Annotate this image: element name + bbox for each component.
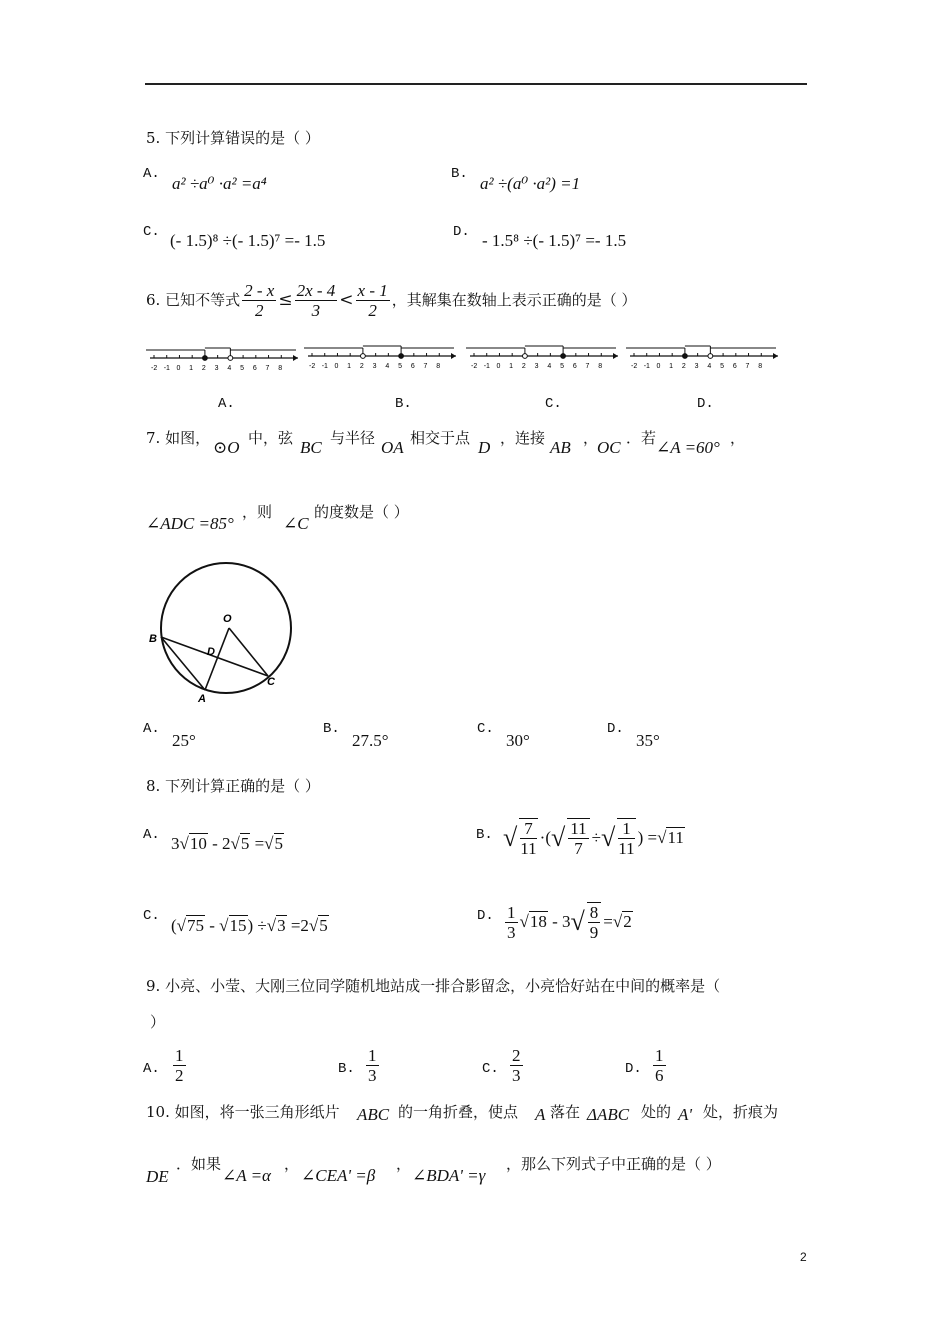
tick-label: 2	[359, 363, 364, 370]
tick-label: 0	[656, 363, 661, 370]
q7-t8: ，	[730, 429, 746, 447]
endpoint-dot	[523, 354, 528, 359]
tick-label: -1	[643, 363, 650, 370]
q9-a-label: A.	[143, 1061, 160, 1077]
q10-t6: ．如果	[176, 1155, 222, 1173]
q8-c-label: C.	[143, 908, 160, 924]
tick-label: 3	[694, 363, 699, 370]
tick-label: 1	[189, 365, 194, 372]
q7-t1: 7. 如图，	[146, 429, 211, 447]
q7-m5: AB	[550, 438, 571, 457]
tick-label: 5	[560, 363, 564, 370]
q7-m6: OC	[597, 438, 621, 457]
q6-number-lines	[140, 336, 790, 384]
tick-label: 5	[720, 363, 724, 370]
q7-circle-figure	[143, 560, 303, 710]
tick-label: -2	[151, 365, 158, 372]
tick-label: 7	[265, 365, 270, 372]
q5-a-label: A.	[143, 166, 160, 182]
q10-t3: 落在	[550, 1103, 581, 1121]
q7-d-label: D.	[607, 721, 624, 737]
endpoint-dot	[361, 354, 366, 359]
tick-label: 6	[572, 363, 577, 370]
q10-m6: ∠A =α	[222, 1166, 271, 1185]
q10-t2: 的一角折叠，使点	[398, 1103, 519, 1121]
tick-label: 4	[547, 363, 552, 370]
tick-label: 3	[214, 365, 219, 372]
q8-b-label: B.	[476, 827, 493, 843]
tick-label: 2	[681, 363, 686, 370]
number-line-b	[304, 346, 456, 370]
endpoint-dot	[228, 356, 233, 361]
tick-label: -1	[321, 363, 328, 370]
tick-label: 8	[436, 363, 441, 370]
q8-d-label: D.	[477, 908, 494, 924]
q6-c-label: C.	[545, 396, 562, 412]
tick-label: 4	[385, 363, 390, 370]
q6-frac3: $\frac{x - 1}{2}$	[357, 280, 388, 320]
q6-le: ≤	[278, 290, 293, 310]
q7-d-val: 35°	[636, 731, 660, 750]
tick-label: 2	[521, 363, 526, 370]
tick-label: 5	[240, 365, 244, 372]
q10-t9: ，那么下列式子中正确的是（ ）	[506, 1155, 721, 1173]
q10-t4: 处的	[641, 1103, 672, 1121]
q7-t9: ，则	[242, 503, 273, 521]
q7-m1: ⊙O	[213, 438, 240, 457]
q7-m3: OA	[381, 438, 404, 457]
tick-label: 1	[509, 363, 514, 370]
point-o-label: O	[223, 613, 232, 625]
q9-a-frac: $\frac{1}{2}$	[175, 1046, 184, 1085]
q7-a-val: 25°	[172, 731, 196, 750]
q6-stem	[146, 278, 637, 322]
q7-c-label: C.	[477, 721, 494, 737]
q9-b-label: B.	[338, 1061, 355, 1077]
q10-m3: ΔABC	[587, 1105, 630, 1124]
q5-a-expr: a² ÷a⁰ ·a² =a⁴	[172, 174, 267, 193]
q6-frac1: $\frac{2 - x}{2}$	[244, 280, 275, 320]
q6-a-label: A.	[218, 396, 235, 412]
q7-m2: BC	[300, 438, 322, 457]
q7-a-label: A.	[143, 721, 160, 737]
q10-m4: A'	[678, 1105, 693, 1124]
q10-m7: ∠CEA' =β	[301, 1166, 376, 1185]
endpoint-dot	[399, 354, 404, 359]
q7-m9: ∠C	[283, 514, 309, 533]
tick-label: 0	[334, 363, 339, 370]
q9-d-frac: $\frac{1}{6}$	[655, 1046, 664, 1085]
tick-label: -2	[631, 363, 638, 370]
q7-t10: 的度数是（ ）	[314, 503, 409, 521]
q5-d-label: D.	[453, 224, 470, 240]
q6-frac2: $\frac{2x - 4}{3}$	[296, 280, 336, 320]
point-a-label: A	[198, 693, 206, 705]
header-rule	[145, 83, 807, 85]
q7-m7: ∠A =60°	[656, 438, 720, 457]
q8-a-expr: 3√10 - 2√5 =√5	[171, 834, 284, 853]
q10-t7: ，	[284, 1155, 300, 1173]
tick-label: 7	[585, 363, 590, 370]
q6-d-label: D.	[697, 396, 714, 412]
q10-t5: 处，折痕为	[703, 1103, 779, 1121]
q6-stem-pre: 6. 已知不等式	[146, 291, 241, 309]
point-b-label: B	[149, 633, 157, 645]
tick-label: 7	[423, 363, 428, 370]
tick-label: 8	[598, 363, 603, 370]
tick-label: 0	[176, 365, 181, 372]
number-line-a	[146, 348, 298, 372]
q10-m1: ABC	[357, 1105, 390, 1124]
q5-b-label: B.	[451, 166, 468, 182]
q5-c-label: C.	[143, 224, 160, 240]
tick-label: 6	[252, 365, 257, 372]
q8-stem: 8. 下列计算正确的是（ ）	[146, 777, 320, 795]
tick-label: 3	[534, 363, 539, 370]
q9-c-frac: $\frac{2}{3}$	[512, 1046, 521, 1085]
endpoint-dot	[203, 356, 208, 361]
q9-stem-2: ）	[150, 1013, 166, 1031]
q8-c-expr: (√75 - √15) ÷√3 =2√5	[171, 916, 328, 935]
q5-b-expr: a² ÷(a⁰ ·a²) =1	[480, 174, 581, 193]
tick-label: 8	[758, 363, 763, 370]
q7-t4: 相交于点	[410, 429, 471, 447]
endpoint-dot	[708, 354, 713, 359]
q9-c-label: C.	[482, 1061, 499, 1077]
q5-c-expr: (- 1.5)⁸ ÷(- 1.5)⁷ =- 1.5	[170, 231, 326, 250]
tick-label: 4	[707, 363, 712, 370]
q7-t7: ．若	[626, 429, 657, 447]
tick-label: 8	[278, 365, 283, 372]
tick-label: -2	[309, 363, 316, 370]
tick-label: 6	[410, 363, 415, 370]
q5-d-expr: - 1.5⁸ ÷(- 1.5)⁷ =- 1.5	[482, 231, 627, 250]
q7-t2: 中，弦	[248, 429, 294, 447]
tick-label: 3	[372, 363, 377, 370]
q10-m2: A	[535, 1105, 546, 1124]
tick-label: 6	[732, 363, 737, 370]
q10-t1: 10. 如图，将一张三角形纸片	[146, 1103, 340, 1121]
number-line-c	[466, 346, 618, 370]
q7-m4: D	[478, 438, 491, 457]
q9-d-label: D.	[625, 1061, 642, 1077]
number-line-d	[626, 346, 778, 370]
q5-stem: 5. 下列计算错误的是（ ）	[146, 129, 320, 147]
q9-b-frac: $\frac{1}{3}$	[368, 1046, 377, 1085]
q7-b-val: 27.5°	[352, 731, 389, 750]
tick-label: -1	[483, 363, 490, 370]
q8-b-expr: √ $\frac{7}{11}$ ·( √ $\frac{11}{7}$ ÷ √ $\frac{1}{11}$ ) =√11	[503, 819, 684, 858]
q10-t8: ，	[396, 1155, 412, 1173]
q6-stem-post: ，其解集在数轴上表示正确的是（ ）	[391, 291, 637, 309]
point-c-label: C	[267, 676, 275, 688]
q7-m8: ∠ADC =85°	[146, 514, 234, 533]
tick-label: 1	[669, 363, 674, 370]
q7-t3: 与半径	[330, 429, 376, 447]
tick-label: 0	[496, 363, 501, 370]
tick-label: 5	[398, 363, 402, 370]
q6-lt: <	[339, 290, 354, 310]
endpoint-dot	[683, 354, 688, 359]
endpoint-dot	[561, 354, 566, 359]
q7-b-label: B.	[323, 721, 340, 737]
page-number: 2	[800, 1250, 807, 1264]
tick-label: 2	[201, 365, 206, 372]
q7-t6: ，	[583, 429, 599, 447]
tick-label: 1	[347, 363, 352, 370]
tick-label: 7	[745, 363, 750, 370]
q10-m5: DE	[146, 1167, 169, 1186]
q6-b-label: B.	[395, 396, 412, 412]
q8-d-expr: $\frac{1}{3}$ √18 - 3 √ $\frac{8}{9}$ =√2	[507, 902, 632, 942]
q7-c-val: 30°	[506, 731, 530, 750]
q8-a-label: A.	[143, 827, 160, 843]
q7-t5: ，连接	[500, 429, 546, 447]
tick-label: 4	[227, 365, 232, 372]
q9-stem-1: 9. 小亮、小莹、大刚三位同学随机地站成一排合影留念，小亮恰好站在中间的概率是（	[146, 977, 721, 995]
tick-label: -1	[163, 365, 170, 372]
q10-m8: ∠BDA' =γ	[412, 1166, 486, 1185]
point-d-label: D	[207, 646, 215, 658]
tick-label: -2	[471, 363, 478, 370]
